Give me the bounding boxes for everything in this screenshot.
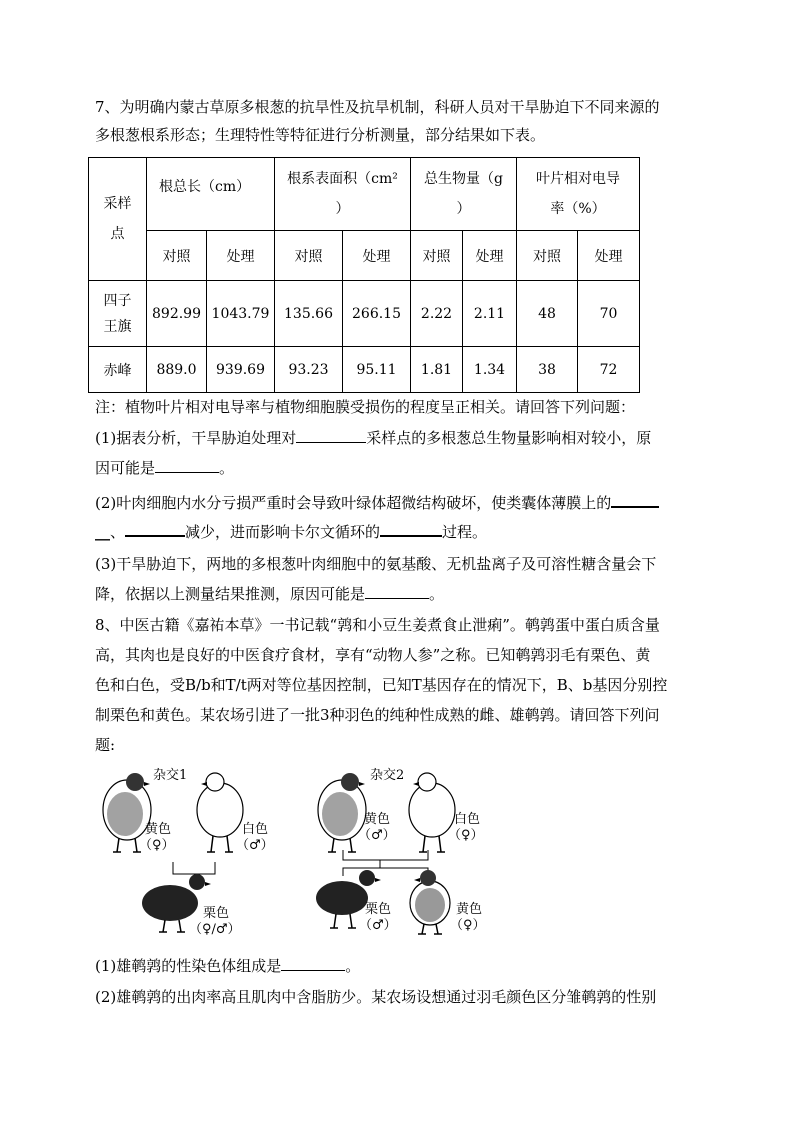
table-cell: 1.81	[411, 347, 463, 393]
table-cell: 38	[517, 347, 578, 393]
cross1-offspring-sex: （♀/♂）	[189, 922, 241, 937]
cross2-offspring-yellow-label: 黄色	[456, 902, 483, 917]
q8-part1: (1)雄鹌鹑的性染色体组成是 。	[95, 954, 360, 977]
table-cell: 72	[578, 347, 640, 393]
table-cell: 939.69	[207, 347, 275, 393]
answer-blank[interactable]	[125, 519, 185, 537]
cross2-figure	[310, 768, 500, 940]
table-cell: 70	[578, 281, 640, 347]
table-cell: 95.11	[343, 347, 411, 393]
q7-part1-line2: 因可能是 。	[95, 456, 234, 479]
q7-part1-line1: (1)据表分析，干旱胁迫处理对 采样点的多根葱总生物量影响相对较小，原	[95, 426, 651, 449]
q7-part2-line1: (2)叶肉细胞内水分亏损严重时会导致叶绿体超微结构破坏，使类囊体薄膜上的	[95, 490, 659, 514]
cross2-offspring-chestnut-label: 栗色	[365, 902, 392, 917]
q8-part2-line1: (2)雄鹌鹑的出肉率高且肌肉中含脂肪少。某农场设想通过羽毛颜色区分雏鹌鹑的性别	[95, 988, 657, 1006]
table-cell: 1043.79	[207, 281, 275, 347]
cross2-parent-white-sex: （♀）	[448, 828, 484, 843]
table-cell-site: 赤峰	[89, 347, 147, 393]
table-cell: 266.15	[343, 281, 411, 347]
q7-part3-line2: 降，依据以上测量结果推测，原因可能是 。	[95, 582, 444, 605]
table-cell: 93.23	[275, 347, 343, 393]
q7-part2-line2: __、 减少，进而影响卡尔文循环的 过程。	[95, 519, 487, 543]
table-cell: 135.66	[275, 281, 343, 347]
table-cell: 892.99	[147, 281, 207, 347]
table-subheader: 处理	[578, 231, 640, 281]
answer-blank[interactable]	[611, 490, 659, 508]
cross2-parent-yellow-label: 黄色	[364, 812, 391, 827]
q8-stem-line3: 色和白色，受B/b和T/t两对等位基因控制，已知T基因存在的情况下，B、b基因分别控	[95, 676, 668, 694]
cross1-parent-white-label: 白色	[242, 822, 269, 837]
answer-blank[interactable]	[296, 426, 366, 443]
cross1-diagram	[95, 768, 295, 940]
answer-blank[interactable]	[155, 456, 219, 473]
table-subheader: 处理	[343, 231, 411, 281]
cross1-figure	[95, 768, 295, 940]
table-subheader: 对照	[411, 231, 463, 281]
table-cell: 48	[517, 281, 578, 347]
table-header-root-area: 根系表面积（cm² ）	[275, 158, 411, 231]
cross2-offspring-yellow-sex: （♀）	[450, 918, 486, 933]
answer-blank[interactable]	[365, 582, 429, 599]
q7-note: 注：植物叶片相对电导率与植物细胞膜受损伤的程度呈正相关。请回答下列问题：	[95, 398, 636, 416]
q8-stem-line1: 8、中医古籍《嘉祐本草》一书记载“鹑和小豆生姜煮食止泄痢”。鹌鹑蛋中蛋白质含量	[95, 616, 660, 634]
table-cell: 2.22	[411, 281, 463, 347]
q7-stem-line1: 7、为明确内蒙古草原多根葱的抗旱性及抗旱机制，科研人员对干旱胁迫下不同来源的	[95, 98, 660, 116]
table-subheader: 处理	[463, 231, 517, 281]
table-subheader: 对照	[517, 231, 578, 281]
cross2-parent-yellow-sex: （♂）	[358, 828, 396, 843]
q8-stem-line2: 高，其肉也是良好的中医食疗食材，享有“动物人参”之称。已知鹌鹑羽毛有栗色、黄	[95, 646, 651, 664]
yellow-quail-icon	[410, 870, 450, 934]
cross-line	[343, 850, 428, 876]
table-subheader: 对照	[275, 231, 343, 281]
table-cell: 1.34	[463, 347, 517, 393]
cross2-parent-white-label: 白色	[454, 812, 481, 827]
table-cell: 889.0	[147, 347, 207, 393]
table-header-biomass: 总生物量（g ）	[411, 158, 517, 231]
q8-stem-line4: 制栗色和黄色。某农场引进了一批3种羽色的纯种性成熟的雌、雄鹌鹑。请回答下列问	[95, 706, 660, 724]
table-header-site: 采样 点	[89, 158, 147, 281]
table-subheader: 对照	[147, 231, 207, 281]
table-header-root-length: 根总长（cm）	[147, 158, 275, 231]
q7-stem-line2: 多根葱根系形态；生理特性等特征进行分析测量，部分结果如下表。	[95, 126, 546, 144]
cross2-offspring-chestnut-sex: （♂）	[359, 918, 397, 933]
table-subheader: 处理	[207, 231, 275, 281]
cross1-parent-yellow-label: 黄色	[145, 822, 172, 837]
cross2-title: 杂交2	[370, 768, 405, 783]
cross1-title: 杂交1	[153, 768, 188, 783]
answer-blank[interactable]	[281, 954, 345, 971]
table-cell: 2.11	[463, 281, 517, 347]
data-table	[88, 157, 640, 393]
cross1-parent-yellow-sex: （♀）	[139, 838, 175, 853]
q8-stem-line5: 题:	[95, 736, 116, 754]
table-cell-site: 四子 王旗	[89, 281, 147, 347]
cross1-offspring-label: 栗色	[203, 906, 230, 921]
table-row	[89, 281, 640, 347]
q7-part3-line1: (3)干旱胁迫下，两地的多根葱叶肉细胞中的氨基酸、无机盐离子及可溶性糖含量会下	[95, 555, 657, 573]
answer-blank[interactable]	[380, 519, 442, 537]
table-header-conductivity: 叶片相对电导 率（%）	[517, 158, 640, 231]
table-row	[89, 347, 640, 393]
cross1-parent-white-sex: （♂）	[236, 838, 274, 853]
